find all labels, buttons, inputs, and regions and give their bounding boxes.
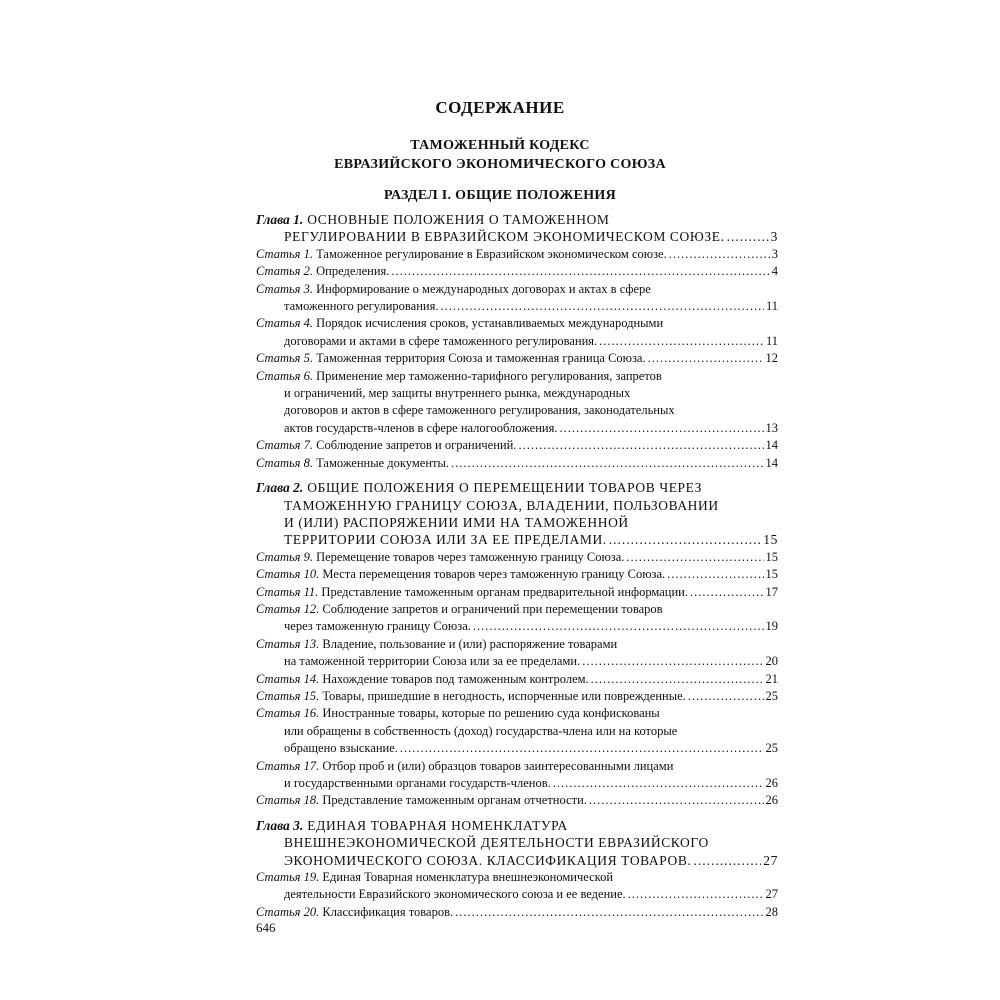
toc-entry-text: Классификация товаров. <box>322 904 454 919</box>
toc-entry-text: Порядок исчисления сроков, устанавливаемых международными <box>316 316 664 331</box>
toc-page-number: 17 <box>765 584 778 599</box>
toc-page-number: 26 <box>765 793 778 808</box>
toc-article-entry[interactable] <box>256 263 778 280</box>
toc-entry-label: Статья 13. <box>256 636 320 651</box>
toc-entry-line <box>256 904 778 921</box>
toc-entry-text: и ограничений, мер защиты внутреннего рынка, международных <box>284 386 631 401</box>
toc-entry-text: Таможенная территория Союза и таможенная граница Союза. <box>316 351 646 366</box>
toc-page-number: 20 <box>765 654 778 669</box>
toc-entry-label: Глава 1. <box>256 212 304 227</box>
toc-leader-dots <box>688 688 764 705</box>
toc-article-entry[interactable] <box>256 705 778 757</box>
toc-entry-line <box>256 618 778 635</box>
toc-entry-line <box>256 333 778 350</box>
toc-article-entry[interactable] <box>256 758 778 793</box>
toc-page-number: 11 <box>765 333 778 348</box>
toc-entry-line <box>256 298 778 315</box>
toc-leader-dots <box>669 246 770 263</box>
toc-entry-text: и государственными органами государств-членов. <box>284 776 551 790</box>
toc-entry-text: или обращены в собственность (доход) государства-члена или на которые <box>284 723 678 738</box>
toc-entry-text: ЕДИНАЯ ТОВАРНАЯ НОМЕНКЛАТУРА <box>307 817 568 833</box>
toc-entry-line <box>256 705 778 722</box>
toc-article-entry[interactable] <box>256 455 778 472</box>
toc-entry-line <box>256 792 778 809</box>
toc-leader-dots <box>591 671 764 688</box>
toc-entry-label: Статья 8. <box>256 455 313 470</box>
toc-entry-label: Глава 2. <box>256 480 304 496</box>
toc-article-entry[interactable] <box>256 246 778 263</box>
toc-leader-dots <box>518 437 763 454</box>
toc-page-number: 3 <box>770 229 778 245</box>
toc-entry-text: Определения. <box>316 264 390 279</box>
toc-entry-line <box>256 479 778 496</box>
toc-entry-label: Статья 4. <box>256 316 313 331</box>
toc-entry-line <box>256 455 778 472</box>
toc-page-number: 14 <box>765 455 778 470</box>
toc-entry-text: Отбор проб и (или) образцов товаров заинтересованными лицами <box>322 758 674 773</box>
toc-entry-text: деятельности Евразийского экономического союза и ее ведение. <box>284 887 626 902</box>
toc-entry-line <box>256 281 778 298</box>
toc-entry-line <box>256 636 778 653</box>
toc-article-entry[interactable] <box>256 636 778 671</box>
toc-entry-line <box>256 852 778 869</box>
toc-entry-text: Представление таможенным органам предварительной информации. <box>321 584 688 599</box>
toc-entry-label: Статья 1. <box>256 246 313 261</box>
toc-entry-text: договорами и актами в сфере таможенного регулирования. <box>284 333 598 348</box>
toc-page-number: 15 <box>765 549 778 564</box>
toc-article-entry[interactable] <box>256 437 778 454</box>
toc-page-number: 12 <box>765 351 778 366</box>
toc-entry-text: ТАМОЖЕННУЮ ГРАНИЦУ СОЮЗА, ВЛАДЕНИИ, ПОЛЬЗОВАНИИ <box>284 497 719 513</box>
toc-entry-line <box>256 566 778 583</box>
toc-entry-line <box>256 817 778 834</box>
toc-article-entry[interactable] <box>256 549 778 566</box>
toc-entry-line <box>256 402 778 419</box>
toc-page-number: 25 <box>765 688 778 703</box>
toc-article-entry[interactable] <box>256 671 778 688</box>
toc-entry-text: актов государств-членов в сфере налогообложения. <box>284 420 558 435</box>
toc-entry-label: Статья 17. <box>256 758 320 773</box>
toc-entry-line <box>256 671 778 688</box>
toc-page-number: 15 <box>763 532 778 548</box>
toc-leader-dots <box>589 792 764 809</box>
toc-entry-line <box>256 350 778 367</box>
toc-page-number: 11 <box>765 299 778 314</box>
toc-leader-dots <box>582 653 763 670</box>
toc-article-entry[interactable] <box>256 350 778 367</box>
toc-entry-label: Статья 5. <box>256 351 313 366</box>
toc-entry-text: И (ИЛИ) РАСПОРЯЖЕНИИ ИМИ НА ТАМОЖЕННОЙ <box>284 514 629 530</box>
toc-leader-dots <box>473 618 764 635</box>
toc-entry-line <box>256 584 778 601</box>
toc-entry-label: Статья 16. <box>256 706 320 721</box>
toc-entry-line <box>256 437 778 454</box>
toc-entry-line <box>256 246 778 263</box>
toc-leader-dots <box>440 298 764 315</box>
toc-leader-dots <box>599 333 764 350</box>
toc-entry-line <box>256 497 778 514</box>
toc-entry-line <box>256 723 778 740</box>
toc-entry-label: Глава 3. <box>256 817 304 833</box>
toc-page-number: 4 <box>771 264 778 279</box>
toc-page-number: 26 <box>765 776 778 790</box>
code-title-line-2: ЕВРАЗИЙСКОГО ЭКОНОМИЧЕСКОГО СОЮЗА <box>334 157 666 172</box>
toc-article-entry[interactable] <box>256 281 778 316</box>
toc-entry-line <box>256 531 778 548</box>
toc-entry-line <box>256 834 778 851</box>
toc-entry-text: обращено взыскание. <box>284 741 398 756</box>
toc-article-entry[interactable] <box>256 904 778 921</box>
toc-chapter-entry[interactable] <box>256 211 778 246</box>
toc-article-entry[interactable] <box>256 869 778 904</box>
toc-entry-label: Статья 19. <box>256 870 320 885</box>
toc-entry-line <box>256 263 778 280</box>
toc-entry-text: на таможенной территории Союза или за ее пределами. <box>284 654 581 669</box>
toc-entry-text: через таможенную границу Союза. <box>284 619 471 634</box>
toc-entry-text: ЭКОНОМИЧЕСКОГО СОЮЗА. КЛАССИФИКАЦИЯ ТОВАРОВ. <box>284 852 692 868</box>
toc-entry-line <box>256 688 778 705</box>
toc-leader-dots <box>559 420 763 437</box>
toc-article-entry[interactable] <box>256 688 778 705</box>
toc-entry-line <box>256 514 778 531</box>
toc-entry-label: Статья 20. <box>256 904 320 919</box>
toc-leader-dots <box>391 263 769 280</box>
toc-page-number: 28 <box>765 904 778 919</box>
toc-entry-text: Нахождение товаров под таможенным контролем. <box>322 671 589 686</box>
toc-entry-line <box>256 385 778 402</box>
toc-entry-line <box>256 549 778 566</box>
toc-entry-label: Статья 9. <box>256 549 313 564</box>
toc-entry-line <box>256 653 778 670</box>
toc-page-number: 3 <box>771 246 778 261</box>
toc-leader-dots <box>693 852 761 869</box>
toc-entry-text: ВНЕШНЕЭКОНОМИЧЕСКОЙ ДЕЯТЕЛЬНОСТИ ЕВРАЗИЙСКОГО <box>284 835 709 851</box>
toc-entry-text: Места перемещения товаров через таможенную границу Союза. <box>322 567 666 582</box>
toc-leader-dots <box>400 740 764 757</box>
toc-entry-line <box>256 775 778 792</box>
toc-page-number: 13 <box>765 420 778 435</box>
table-of-contents <box>256 208 778 921</box>
toc-entry-text: Товары, пришедшие в негодность, испорченные или поврежденные. <box>322 688 686 703</box>
toc-entry-text: ТЕРРИТОРИИ СОЮЗА ИЛИ ЗА ЕЕ ПРЕДЕЛАМИ. <box>284 532 607 548</box>
toc-article-entry[interactable] <box>256 315 778 350</box>
toc-entry-label: Статья 14. <box>256 671 320 686</box>
toc-article-entry[interactable] <box>256 584 778 601</box>
toc-page-number: 25 <box>765 741 778 756</box>
toc-entry-line <box>256 211 778 228</box>
toc-entry-text: Таможенное регулирование в Евразийском экономическом союзе. <box>316 246 667 261</box>
toc-entry-text: РЕГУЛИРОВАНИИ В ЕВРАЗИЙСКОМ ЭКОНОМИЧЕСКОМ СОЮЗЕ. <box>284 229 725 245</box>
toc-entry-line <box>256 758 778 775</box>
toc-entry-line <box>256 886 778 903</box>
toc-entry-text: Перемещение товаров через таможенную границу Союза. <box>316 549 625 564</box>
toc-entry-line <box>256 315 778 332</box>
toc-entry-text: Владение, пользование и (или) распоряжение товарами <box>322 636 618 651</box>
toc-page-number: 27 <box>763 852 778 868</box>
page-title: СОДЕРЖАНИЕ <box>435 98 565 117</box>
toc-leader-dots <box>609 531 762 548</box>
toc-entry-label: Статья 6. <box>256 368 313 383</box>
toc-leader-dots <box>553 775 764 792</box>
toc-leader-dots <box>648 350 764 367</box>
toc-entry-label: Статья 15. <box>256 688 320 703</box>
toc-entry-label: Статья 12. <box>256 601 320 616</box>
toc-article-entry[interactable] <box>256 566 778 583</box>
toc-entry-text: Таможенные документы. <box>316 455 450 470</box>
toc-entry-line <box>256 601 778 618</box>
toc-entry-text: таможенного регулирования. <box>284 299 439 314</box>
code-title <box>0 136 1000 174</box>
toc-leader-dots <box>626 549 763 566</box>
toc-entry-label: Статья 18. <box>256 793 320 808</box>
toc-entry-text: Представление таможенным органам отчетности. <box>322 793 587 808</box>
section-title: РАЗДЕЛ I. ОБЩИЕ ПОЛОЖЕНИЯ <box>383 188 617 203</box>
toc-leader-dots <box>727 228 769 245</box>
toc-page-number: 14 <box>765 438 778 453</box>
chapter-separator <box>256 472 778 476</box>
toc-leader-dots <box>667 566 763 583</box>
chapter-separator <box>256 810 778 814</box>
toc-page-number: 19 <box>765 619 778 634</box>
toc-chapter-entry[interactable] <box>256 479 778 549</box>
toc-entry-label: Статья 11. <box>256 584 319 599</box>
toc-article-entry[interactable] <box>256 792 778 809</box>
toc-entry-line <box>256 420 778 437</box>
toc-entry-text: Иностранные товары, которые по решению суда конфискованы <box>322 706 660 721</box>
toc-entry-text: Единая Товарная номенклатура внешнеэкономической <box>322 870 614 885</box>
code-title-line-1: ТАМОЖЕННЫЙ КОДЕКС <box>410 138 590 153</box>
toc-leader-dots <box>455 904 763 921</box>
toc-entry-text: договоров и актов в сфере таможенного регулирования, законодательных <box>284 403 675 418</box>
toc-entry-line <box>256 869 778 886</box>
toc-page-number: 21 <box>765 671 778 686</box>
toc-entry-text: Применение мер таможенно-тарифного регулирования, запретов <box>316 368 662 383</box>
toc-leader-dots <box>690 584 764 601</box>
toc-entry-label: Статья 3. <box>256 281 313 296</box>
toc-entry-label: Статья 7. <box>256 438 313 453</box>
toc-entry-text: ОСНОВНЫЕ ПОЛОЖЕНИЯ О ТАМОЖЕННОМ <box>307 212 610 227</box>
toc-entry-line <box>256 740 778 757</box>
toc-page-number: 27 <box>765 887 778 902</box>
toc-entry-text: Соблюдение запретов и ограничений при перемещении товаров <box>322 601 663 616</box>
toc-entry-line <box>256 368 778 385</box>
toc-chapter-entry[interactable] <box>256 817 778 869</box>
toc-article-entry[interactable] <box>256 368 778 438</box>
toc-entry-text: Информирование о международных договорах и актах в сфере <box>316 281 651 296</box>
toc-entry-label: Статья 10. <box>256 567 320 582</box>
toc-entry-label: Статья 2. <box>256 264 313 279</box>
toc-article-entry[interactable] <box>256 601 778 636</box>
toc-entry-line <box>256 228 778 245</box>
toc-leader-dots <box>451 455 763 472</box>
toc-entry-text: ОБЩИЕ ПОЛОЖЕНИЯ О ПЕРЕМЕЩЕНИИ ТОВАРОВ ЧЕРЕЗ <box>307 480 703 496</box>
page-number: 646 <box>256 920 276 935</box>
toc-entry-text: Соблюдение запретов и ограничений. <box>316 438 517 453</box>
toc-leader-dots <box>628 886 764 903</box>
toc-page-number: 15 <box>765 567 778 582</box>
